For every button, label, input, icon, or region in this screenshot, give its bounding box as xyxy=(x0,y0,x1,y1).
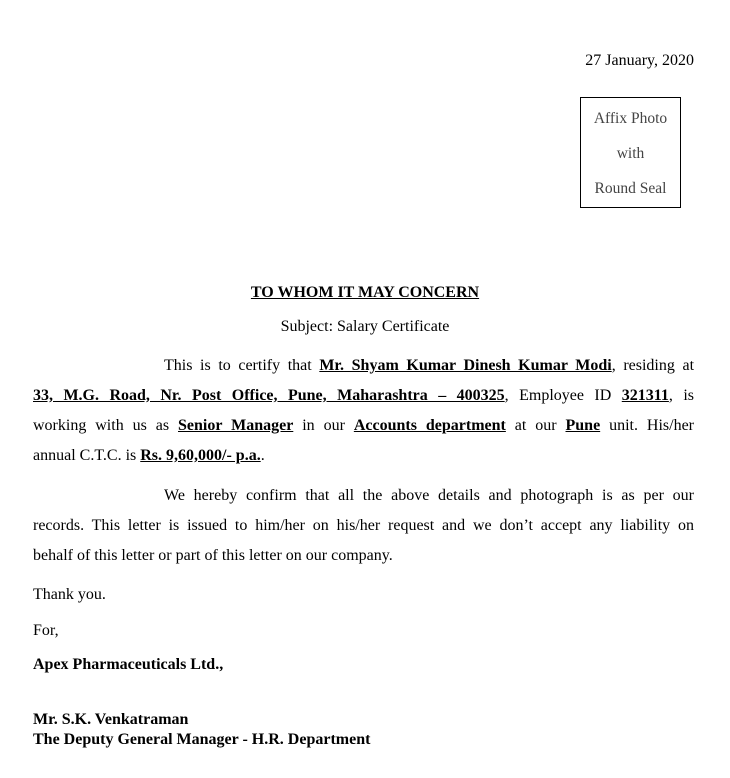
photo-placeholder-box xyxy=(580,97,681,208)
para1-line-4 xyxy=(33,441,694,471)
closing-for: For, xyxy=(33,622,59,639)
employee-designation: Senior Manager xyxy=(178,417,294,434)
para1-line-1 xyxy=(33,351,694,381)
para1-line-3 xyxy=(33,411,694,441)
employee-unit: Pune xyxy=(565,417,601,434)
signer-designation: The Deputy General Manager - H.R. Department xyxy=(33,731,371,748)
letter-heading: TO WHOM IT MAY CONCERN xyxy=(250,284,480,301)
text-segment: working with us as xyxy=(33,417,179,434)
text-segment: in our xyxy=(293,417,354,434)
para1-line-2 xyxy=(33,381,694,411)
employee-address: 33, M.G. Road, Nr. Post Office, Pune, Maharashtra – 400325 xyxy=(33,387,505,404)
text-segment: annual C.T.C. is xyxy=(33,447,141,464)
photo-box-line-3: Round Seal xyxy=(594,180,667,197)
text-segment: , residing at xyxy=(611,357,695,374)
para2-line-2: records. This letter is issued to him/her on his/her request and we don’t accept any liability on xyxy=(33,517,694,534)
text-segment: This is to certify that xyxy=(164,357,320,374)
signer-name: Mr. S.K. Venkatraman xyxy=(33,711,189,728)
certification-paragraph xyxy=(33,351,694,471)
text-segment: unit. His/her xyxy=(600,417,695,434)
letter-date: 27 January, 2020 xyxy=(585,52,694,69)
employee-ctc: Rs. 9,60,000/- p.a. xyxy=(140,447,261,464)
text-segment: . xyxy=(260,447,265,464)
confirmation-paragraph xyxy=(33,481,694,571)
employee-name: Mr. Shyam Kumar Dinesh Kumar Modi xyxy=(319,357,612,374)
text-segment: , is xyxy=(668,387,695,404)
company-name: Apex Pharmaceuticals Ltd., xyxy=(33,656,224,673)
employee-id: 321311 xyxy=(621,387,669,404)
letter-subject: Subject: Salary Certificate xyxy=(280,318,450,335)
employee-department: Accounts department xyxy=(353,417,506,434)
photo-box-line-1: Affix Photo xyxy=(593,110,668,127)
para2-line-1: We hereby confirm that all the above details and photograph is as per our xyxy=(164,487,694,504)
photo-box-line-2: with xyxy=(616,145,645,162)
text-segment: at our xyxy=(505,417,566,434)
text-segment: , Employee ID xyxy=(504,387,622,404)
para2-line-3: behalf of this letter or part of this letter on our company. xyxy=(33,547,393,564)
closing-thanks: Thank you. xyxy=(33,586,106,603)
